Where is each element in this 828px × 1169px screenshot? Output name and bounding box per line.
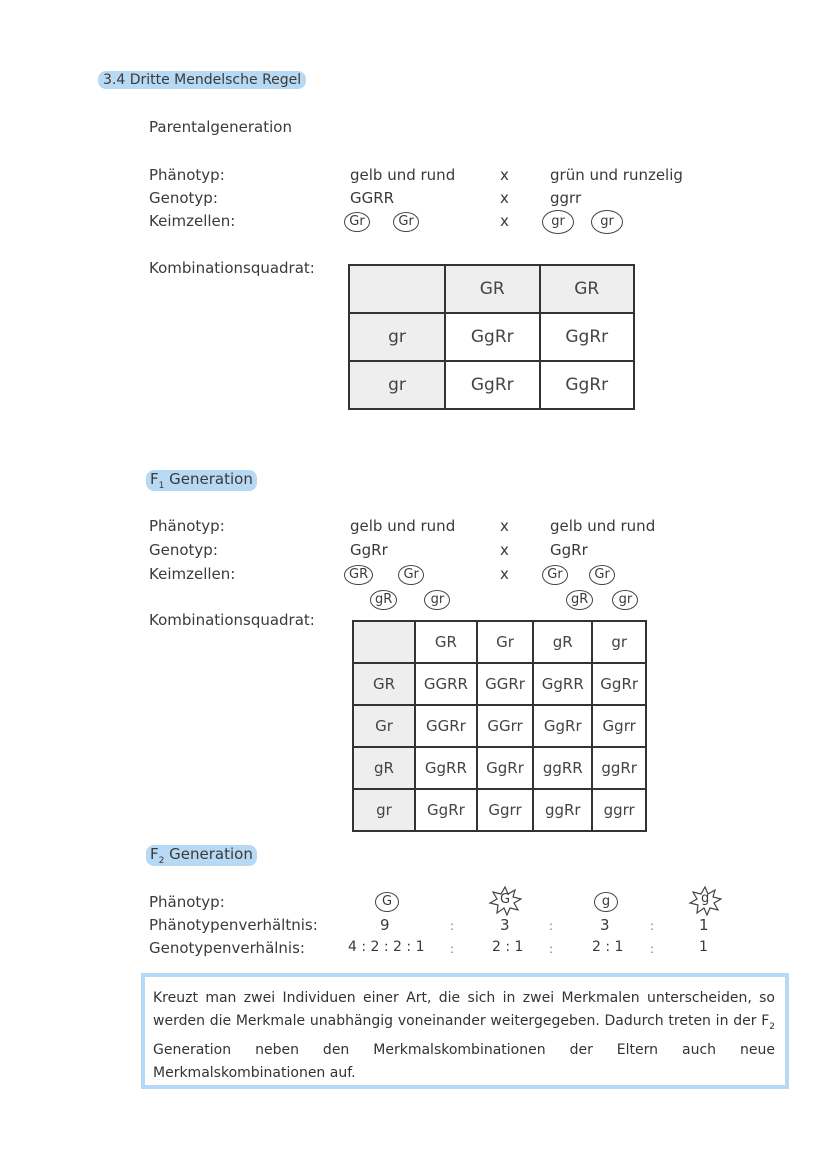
parent1-phenotype: gelb und rund xyxy=(350,166,456,184)
phenotype-wrinkled-green xyxy=(688,886,722,916)
punnett-square-parental xyxy=(348,264,635,410)
cross-symbol: x xyxy=(500,517,509,535)
ratio-separator: : xyxy=(650,942,655,956)
gamete: Gr xyxy=(393,212,419,232)
genotype-ratio-value: 2 : 1 xyxy=(492,939,524,955)
parent2-phenotype: grün und runzelig xyxy=(550,166,683,184)
gamete: gR xyxy=(370,590,397,610)
f2-heading-rest: Generation xyxy=(164,845,253,863)
phenotype-wrinkled-yellow xyxy=(488,886,522,916)
gamete: gr xyxy=(612,590,638,610)
label-genotype-ratio: Genotypenverhälnis: xyxy=(149,939,305,957)
grid-cell: GgRr xyxy=(540,313,635,361)
genotype-ratio-value: 1 xyxy=(699,939,708,955)
grid-cell: GGRr xyxy=(477,663,533,705)
grid-cell: GgRr xyxy=(533,705,592,747)
ratio-separator: : xyxy=(549,919,554,933)
star-burst-label: G xyxy=(500,892,511,907)
summary-box xyxy=(141,973,789,1089)
summary-text-part2: Generation neben den Merkmalskombinationen der Eltern auch neue Merkmalskombinationen auf. xyxy=(153,1041,775,1081)
f1-heading-sub: 1 xyxy=(158,481,165,491)
gamete: gR xyxy=(566,590,593,610)
grid-row-header: gr xyxy=(349,361,445,409)
grid-cell: GgRr xyxy=(445,361,540,409)
ratio-separator: : xyxy=(650,919,655,933)
grid-header-cell: GR xyxy=(415,621,477,663)
ratio-separator: : xyxy=(549,942,554,956)
f1-heading xyxy=(146,470,257,491)
cross-symbol: x xyxy=(500,541,509,559)
gamete: Gr xyxy=(344,212,370,232)
ratio-separator: : xyxy=(450,919,455,933)
label-phenotype: Phänotyp: xyxy=(149,893,225,911)
gamete: Gr xyxy=(398,565,424,585)
grid-header-cell: Gr xyxy=(477,621,533,663)
phenotype-round-yellow xyxy=(375,890,399,912)
gamete: GR xyxy=(344,565,373,585)
f1-parent1-genotype: GgRr xyxy=(350,541,388,559)
grid-row-header: GR xyxy=(353,663,415,705)
ratio-separator: : xyxy=(450,942,455,956)
grid-label: Kombinationsquadrat: xyxy=(149,259,315,277)
grid-cell: GgRr xyxy=(445,313,540,361)
f1-parent1-gametes-row1 xyxy=(344,563,424,585)
label-genotype: Genotyp: xyxy=(149,189,218,207)
grid-cell: ggrr xyxy=(592,789,646,831)
gamete: gr xyxy=(542,210,574,234)
grid-cell: ggRr xyxy=(533,789,592,831)
grid-cell: GGRR xyxy=(415,663,477,705)
gamete: gr xyxy=(591,210,623,234)
label-phenotype-ratio: Phänotypenverhältnis: xyxy=(149,916,318,934)
summary-text xyxy=(153,987,775,1085)
f1-parent2-gametes-row1 xyxy=(542,563,615,585)
label-phenotype: Phänotyp: xyxy=(149,517,225,535)
gene-circle-icon: g xyxy=(594,892,618,912)
f2-heading xyxy=(146,845,257,866)
grid-header-cell: GR xyxy=(540,265,635,313)
label-gametes: Keimzellen: xyxy=(149,565,236,583)
gene-circle-icon: G xyxy=(375,892,399,912)
grid-row-header: gR xyxy=(353,747,415,789)
gamete: Gr xyxy=(542,565,568,585)
f1-heading-rest: Generation xyxy=(164,470,253,488)
label-gametes: Keimzellen: xyxy=(149,212,236,230)
genotype-ratio-value: 2 : 1 xyxy=(592,939,624,955)
f1-parent1-gametes-row2 xyxy=(370,588,450,610)
grid-cell: GGrr xyxy=(477,705,533,747)
f2-heading-sub: 2 xyxy=(158,856,165,866)
phenotype-ratio-value: 1 xyxy=(699,916,709,934)
grid-corner xyxy=(349,265,445,313)
star-burst-label: g xyxy=(701,891,710,906)
grid-cell: GgRR xyxy=(415,747,477,789)
grid-cell: GGRr xyxy=(415,705,477,747)
grid-cell: GgRr xyxy=(415,789,477,831)
f1-heading-prefix: F xyxy=(150,470,159,488)
f1-parent2-phenotype: gelb und rund xyxy=(550,517,656,535)
f1-parent1-phenotype: gelb und rund xyxy=(350,517,456,535)
parent2-gametes xyxy=(542,210,623,234)
cross-symbol: x xyxy=(500,212,509,230)
grid-label: Kombinationsquadrat: xyxy=(149,611,315,629)
grid-cell: GgRr xyxy=(540,361,635,409)
label-genotype: Genotyp: xyxy=(149,541,218,559)
grid-cell: Ggrr xyxy=(477,789,533,831)
label-phenotype: Phänotyp: xyxy=(149,166,225,184)
f2-heading-prefix: F xyxy=(150,845,159,863)
phenotype-ratio-value: 3 xyxy=(500,916,510,934)
summary-text-sub: 2 xyxy=(769,1021,775,1032)
summary-text-part1: Kreuzt man zwei Individuen einer Art, die sich in zwei Merkmalen unterscheiden, so werden die Merkmale unabhängig voneinander weitergegeben. Dadurch treten in der F xyxy=(153,990,775,1029)
phenotype-ratio-value: 9 xyxy=(380,916,390,934)
section-title: 3.4 Dritte Mendelsche Regel xyxy=(98,71,306,89)
f1-parent2-gametes-row2 xyxy=(566,588,638,610)
grid-header-cell: GR xyxy=(445,265,540,313)
grid-header-cell: gR xyxy=(533,621,592,663)
grid-row-header: Gr xyxy=(353,705,415,747)
parent1-gametes xyxy=(344,210,419,232)
grid-cell: GgRr xyxy=(592,663,646,705)
grid-cell: Ggrr xyxy=(592,705,646,747)
genotype-ratio-value: 4 : 2 : 2 : 1 xyxy=(348,939,425,955)
cross-symbol: x xyxy=(500,565,509,583)
grid-cell: GgRR xyxy=(533,663,592,705)
grid-row-header: gr xyxy=(353,789,415,831)
phenotype-round-green xyxy=(594,890,618,912)
cross-symbol: x xyxy=(500,166,509,184)
grid-header-cell: gr xyxy=(592,621,646,663)
gamete: gr xyxy=(424,590,450,610)
phenotype-ratio-value: 3 xyxy=(600,916,610,934)
grid-row-header: gr xyxy=(349,313,445,361)
parent2-genotype: ggrr xyxy=(550,189,582,207)
cross-symbol: x xyxy=(500,189,509,207)
gamete: Gr xyxy=(589,565,615,585)
grid-cell: ggRR xyxy=(533,747,592,789)
grid-cell: ggRr xyxy=(592,747,646,789)
grid-corner xyxy=(353,621,415,663)
parent1-genotype: GGRR xyxy=(350,189,395,207)
parental-heading: Parentalgeneration xyxy=(149,118,292,136)
f1-parent2-genotype: GgRr xyxy=(550,541,588,559)
punnett-square-f1 xyxy=(352,620,647,832)
grid-cell: GgRr xyxy=(477,747,533,789)
